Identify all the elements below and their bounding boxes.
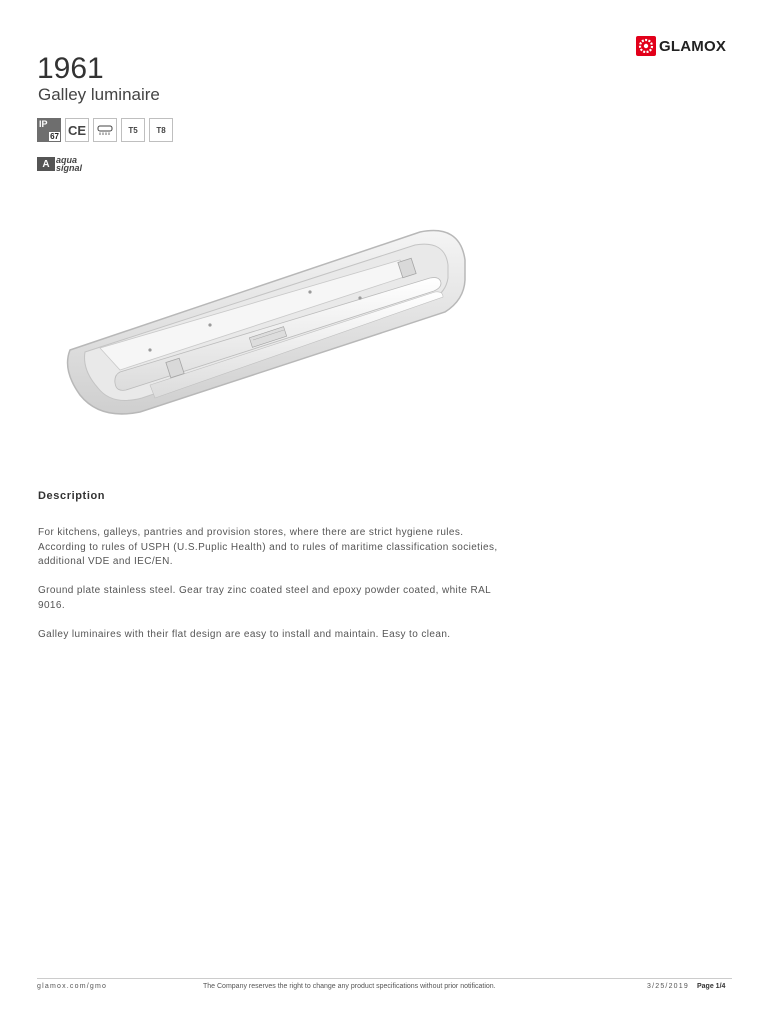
ip67-icon [37, 118, 61, 142]
footer-page-number: Page 1/4 [697, 983, 726, 990]
aqua-signal-badge: A [37, 157, 55, 171]
description-heading: Description [38, 490, 106, 502]
product-model: 1961 [37, 52, 104, 85]
footer-date: 3/25/2019 [647, 983, 689, 990]
description-paragraph: Ground plate stainless steel. Gear tray zinc coated steel and epoxy powder coated, white RAL 9016. [38, 585, 491, 611]
glamox-logo-mark-icon [636, 36, 656, 56]
product-subtitle: Galley luminaire [38, 85, 160, 104]
product-image [60, 220, 480, 425]
ip-rating: 67 [50, 132, 59, 141]
description-body [38, 526, 508, 657]
footer-notice: The Company reserves the right to change any product specifications without prior notification. [203, 983, 496, 990]
t5-icon: T5 [121, 118, 145, 142]
description-paragraph: For kitchens, galleys, pantries and provision stores, where there are strict hygiene rules. According to rules of USPH (U.S.Puplic Health) and to rules of maritime classification societies, additional VDE and IEC/EN. [38, 527, 498, 567]
glamox-logo [636, 34, 726, 58]
certification-icons [37, 118, 173, 142]
aqua-signal-logo [37, 156, 82, 172]
ce-mark-icon: CE [65, 118, 89, 142]
footer-divider [37, 978, 732, 979]
aqua-signal-text: aqua signal [56, 155, 83, 173]
t8-icon: T8 [149, 118, 173, 142]
footer-website[interactable]: glamox.com/gmo [37, 983, 108, 990]
luminaire-class-icon [93, 118, 117, 142]
ip-label: IP [39, 119, 48, 129]
brand-name: GLAMOX [659, 37, 727, 55]
description-paragraph: Galley luminaires with their flat design are easy to install and maintain. Easy to clean. [38, 628, 451, 640]
